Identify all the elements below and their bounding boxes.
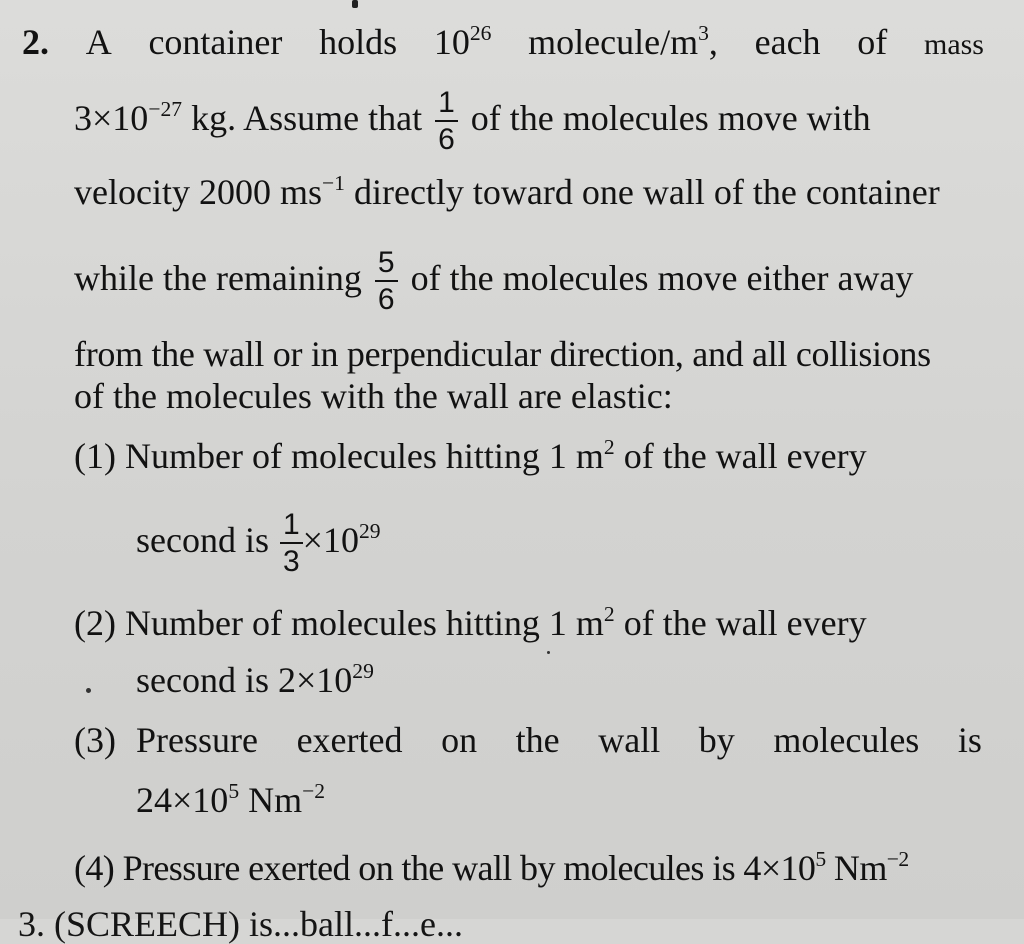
- option-3: [74, 720, 116, 760]
- option-word: wall: [598, 720, 661, 760]
- option-text: of the wall every: [614, 603, 867, 643]
- stem-line-1: [22, 22, 984, 67]
- stem-line-5: [74, 334, 931, 374]
- paper-speck: [547, 651, 550, 654]
- molecule-density: $10^{26}$: [433, 20, 492, 62]
- option-text: second is: [136, 519, 269, 560]
- option-1: (1) Number of molecules hitting 1 $m^2$ of the wall every: [74, 434, 867, 476]
- stem-line-6: [74, 376, 673, 416]
- stem-text: of the molecules move with: [470, 97, 871, 138]
- fraction-five-sixths: $\frac{5}{6}$: [375, 248, 398, 315]
- option-text: Pressure exerted on the wall by molecules is 4×10: [122, 848, 816, 888]
- option-unit: Nm: [825, 848, 887, 888]
- option-1-line-2: [136, 510, 381, 577]
- next-question-fragment: 3. (SCREECH) is...ball...f...e...: [18, 904, 463, 944]
- stem-line-4: [74, 248, 913, 315]
- option-value: $\times 10^{29}$: [302, 518, 381, 560]
- stem-line-3: velocity 2000 $ms^{-1}$ directly toward one wall of the container: [74, 170, 940, 212]
- fraction-one-third: $\frac{1}{3}$: [280, 510, 303, 577]
- option-text: Number of molecules hitting 1 m: [124, 603, 604, 643]
- option-3-line-1: [136, 720, 982, 760]
- option-unit: Nm: [239, 780, 303, 820]
- paper-speck: [86, 688, 91, 693]
- option-label: (1): [74, 436, 116, 476]
- option-4: (4) Pressure exerted on the wall by molecules is $4\times 10^5$ $Nm^{-2}$: [74, 846, 909, 888]
- stem-line-2: [74, 88, 871, 155]
- fraction-one-sixth: $\frac{1}{6}$: [435, 88, 458, 155]
- stem-text: directly toward one wall of the container: [344, 172, 940, 212]
- option-word: the: [515, 720, 560, 760]
- stem-word: mass: [923, 28, 984, 61]
- option-word: exerted: [296, 720, 403, 760]
- stem-word: of: [857, 22, 888, 62]
- option-word: on: [441, 720, 478, 760]
- option-label: (4): [74, 848, 115, 888]
- option-2-line-2: second is $2\times 10^{29}$: [136, 658, 374, 700]
- option-label: (2): [74, 603, 116, 643]
- question-number: 2.: [22, 22, 49, 62]
- stem-text: from the wall or in perpendicular direction, and all collisions: [74, 334, 931, 374]
- stem-word: each: [754, 22, 821, 62]
- option-2: (2) Number of molecules hitting 1 $m^2$ of the wall every: [74, 601, 867, 643]
- density-unit: molecule/$m^3$,: [528, 20, 718, 62]
- option-word: by: [698, 720, 735, 760]
- stem-text: of the molecules with the wall are elastic:: [74, 376, 673, 416]
- option-word: is: [957, 720, 982, 760]
- stem-text: kg. Assume that: [182, 97, 423, 138]
- option-word: Pressure: [136, 720, 258, 760]
- option-label: (3): [74, 720, 116, 760]
- option-value: 24×10: [136, 780, 229, 820]
- stem-word: holds: [319, 22, 398, 62]
- stem-word: container: [148, 22, 283, 62]
- stem-text: while the remaining: [74, 257, 362, 298]
- option-word: molecules: [773, 720, 920, 760]
- stem-text: velocity 2000 ms: [74, 172, 322, 212]
- option-3-line-2: $24\times 10^5$ $Nm^{-2}$: [136, 778, 326, 820]
- stem-word: A: [85, 22, 112, 62]
- option-text: of the wall every: [614, 436, 867, 476]
- option-text: second is 2×10: [136, 660, 353, 700]
- molecule-mass: $3\times 10^{-27}$: [74, 96, 183, 138]
- option-text: Number of molecules hitting 1 m: [124, 436, 604, 476]
- stem-text: of the molecules move either away: [410, 257, 914, 298]
- page-top-mark: [352, 0, 358, 8]
